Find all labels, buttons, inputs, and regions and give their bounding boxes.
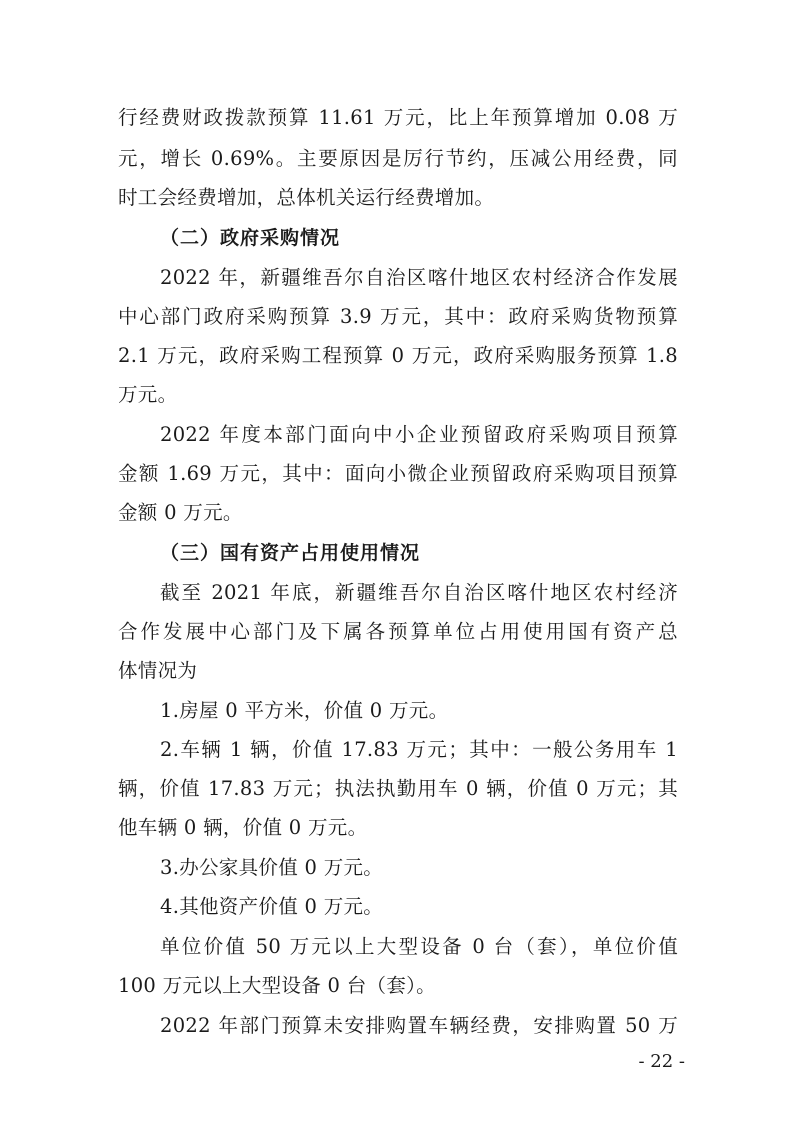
list-item-vehicles: 2.车辆 1 辆，价值 17.83 万元；其中：一般公务用车 1 xyxy=(160,738,678,761)
body-text-line: 2.1 万元，政府采购工程预算 0 万元，政府采购服务预算 1.8 xyxy=(118,344,678,367)
page-number: - 22 - xyxy=(638,1051,685,1072)
body-text-line: 截至 2021 年底，新疆维吾尔自治区喀什地区农村经济 xyxy=(160,581,678,604)
body-text-line: 2022 年度本部门面向中小企业预留政府采购项目预算 xyxy=(160,423,678,446)
body-text-line: 金额 1.69 万元，其中：面向小微企业预留政府采购项目预算 xyxy=(118,462,678,485)
body-text-line: 他车辆 0 辆，价值 0 万元。 xyxy=(118,816,368,839)
list-item-office-furniture: 3.办公家具价值 0 万元。 xyxy=(160,856,384,879)
body-text-line: 2022 年，新疆维吾尔自治区喀什地区农村经济合作发展 xyxy=(160,266,678,289)
section-heading-government-procurement: （二）政府采购情况 xyxy=(160,227,341,249)
section-heading-state-assets: （三）国有资产占用使用情况 xyxy=(160,542,421,564)
body-text-line: 金额 0 万元。 xyxy=(118,501,243,524)
body-text-line: 单位价值 50 万元以上大型设备 0 台（套），单位价值 xyxy=(160,935,678,958)
body-text-line: 元，增长 0.69%。主要原因是厉行节约，压减公用经费，同 xyxy=(118,147,678,170)
body-text-line: 合作发展中心部门及下属各预算单位占用使用国有资产总 xyxy=(118,620,678,643)
body-text-line: 100 万元以上大型设备 0 台（套）。 xyxy=(118,974,436,997)
body-text-line: 时工会经费增加，总体机关运行经费增加。 xyxy=(118,186,495,209)
body-text-line: 体情况为 xyxy=(118,659,198,682)
body-text-line: 中心部门政府采购预算 3.9 万元，其中：政府采购货物预算 xyxy=(118,305,678,328)
list-item-other-assets: 4.其他资产价值 0 万元。 xyxy=(160,895,384,918)
body-text-line: 2022 年部门预算未安排购置车辆经费，安排购置 50 万 xyxy=(160,1014,678,1037)
body-text-line: 万元。 xyxy=(118,383,178,406)
list-item-housing: 1.房屋 0 平方米，价值 0 万元。 xyxy=(160,699,449,722)
body-text-line: 行经费财政拨款预算 11.61 万元，比上年预算增加 0.08 万 xyxy=(118,106,678,129)
body-text-line: 辆，价值 17.83 万元；执法执勤用车 0 辆，价值 0 万元；其 xyxy=(118,777,678,800)
